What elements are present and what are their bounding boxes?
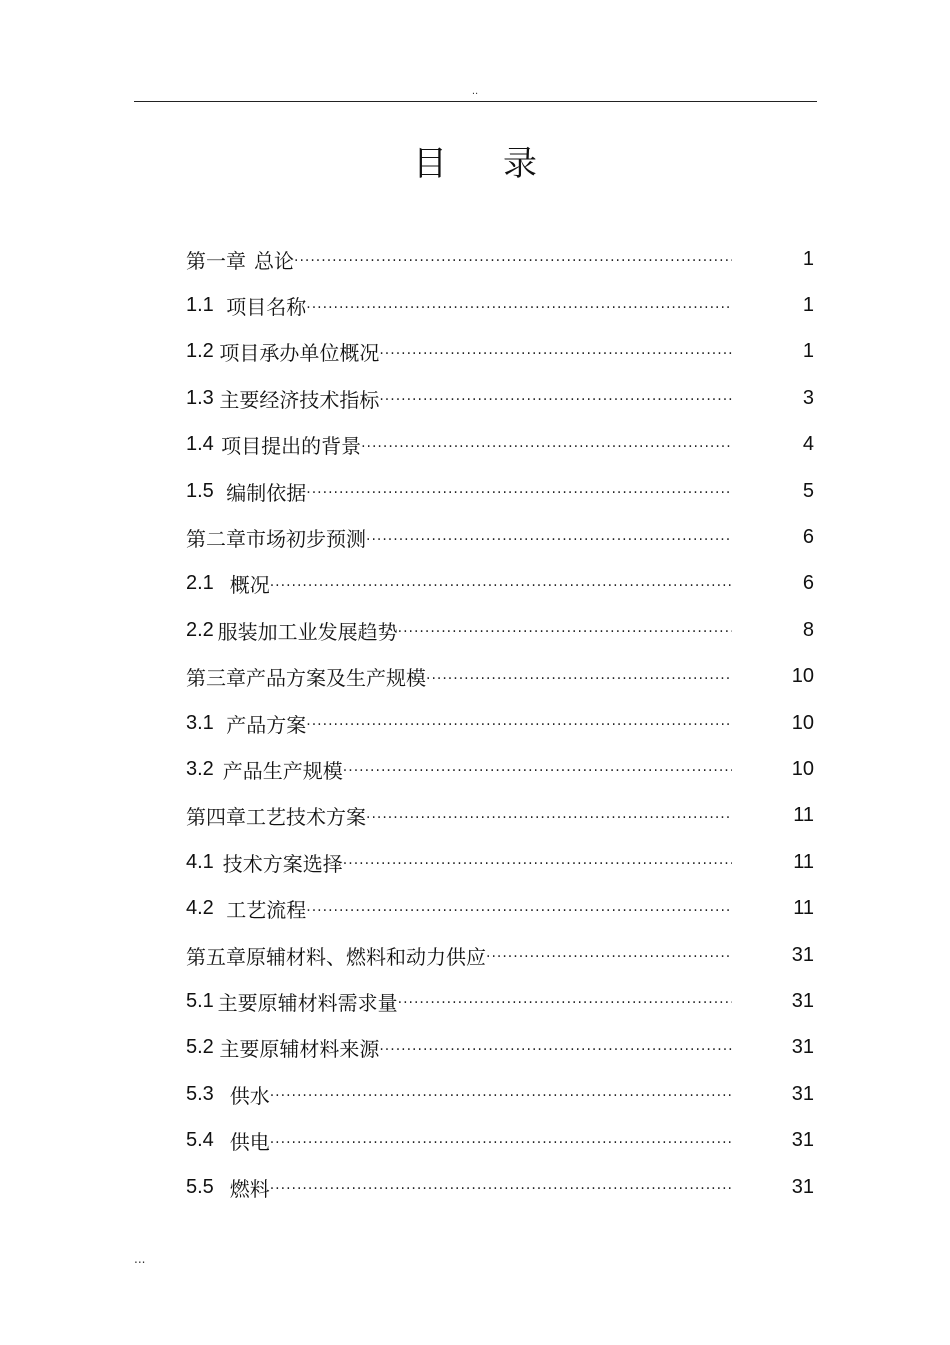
toc-entry-label: 总论	[254, 248, 294, 273]
toc-entry-page-number: 10	[791, 757, 814, 780]
toc-entry-number: 2.2	[186, 618, 214, 641]
toc-entry-label: 市场初步预测	[246, 527, 366, 552]
header-divider	[134, 101, 817, 102]
toc-entry-page-number: 1	[802, 247, 814, 270]
toc-entry-number: 1.1	[186, 294, 214, 317]
toc-entry-number: 第五章	[186, 946, 246, 969]
toc-entry-label: 燃料	[229, 1176, 270, 1201]
toc-entry-page-number: 11	[793, 897, 814, 920]
toc-entry-page-number: 6	[802, 526, 814, 549]
toc-section-entry[interactable]	[186, 1164, 814, 1210]
toc-entry-number: 5.5	[186, 1175, 214, 1198]
toc-entry-page-number: 1	[802, 340, 814, 363]
toc-dot-leader	[343, 854, 732, 874]
toc-dot-leader	[379, 1040, 732, 1060]
toc-entry-number: 3.1	[186, 711, 214, 734]
toc-dot-leader	[486, 947, 732, 967]
toc-entry-page-number: 31	[791, 1129, 814, 1152]
toc-dot-leader	[379, 390, 732, 410]
toc-entry-page-number: 4	[802, 433, 814, 456]
toc-entry-label: 主要经济技术指标	[219, 387, 380, 412]
toc-entry-label: 技术方案选择	[222, 851, 343, 876]
header-mark: ..	[471, 86, 479, 97]
toc-entry-number: 第三章	[186, 668, 246, 691]
toc-dot-leader	[343, 761, 732, 781]
toc-section-entry[interactable]	[186, 1117, 814, 1163]
table-of-contents	[186, 236, 814, 1210]
toc-dot-leader	[361, 437, 732, 457]
toc-dot-leader	[426, 669, 732, 689]
toc-section-entry[interactable]	[186, 1071, 814, 1117]
toc-entry-label: 产品方案及生产规模	[246, 666, 426, 691]
toc-entry-number: 1.5	[186, 479, 214, 502]
toc-dot-leader	[366, 808, 732, 828]
toc-entry-label: 编制依据	[226, 480, 307, 505]
toc-entry-number: 5.3	[186, 1082, 214, 1105]
toc-section-entry[interactable]	[186, 329, 814, 375]
toc-entry-label: 主要原辅材料需求量	[217, 990, 398, 1015]
toc-entry-label: 产品生产规模	[222, 758, 343, 783]
toc-entry-label: 概况	[229, 573, 270, 598]
toc-dot-leader	[270, 1086, 732, 1106]
toc-dot-leader	[306, 901, 732, 921]
toc-entry-number: 3.2	[186, 757, 214, 780]
toc-dot-leader	[398, 622, 732, 642]
toc-section-entry[interactable]	[186, 561, 814, 607]
page-title: 目录	[413, 144, 593, 184]
toc-dot-leader	[398, 993, 732, 1013]
toc-entry-label: 产品方案	[226, 712, 307, 737]
toc-dot-leader	[270, 1133, 732, 1153]
toc-entry-label: 供电	[229, 1130, 270, 1155]
toc-chapter-entry[interactable]	[186, 654, 814, 700]
toc-entry-number: 4.2	[186, 897, 214, 920]
toc-dot-leader	[294, 251, 732, 271]
toc-chapter-entry[interactable]	[186, 236, 814, 282]
toc-entry-number: 1.2	[186, 340, 214, 363]
toc-entry-label: 服装加工业发展趋势	[217, 619, 398, 644]
toc-dot-leader	[270, 576, 732, 596]
toc-entry-label: 主要原辅材料来源	[219, 1037, 380, 1062]
toc-dot-leader	[306, 715, 732, 735]
toc-dot-leader	[366, 530, 732, 550]
toc-section-entry[interactable]	[186, 978, 814, 1024]
toc-entry-page-number: 31	[791, 1175, 814, 1198]
toc-entry-number: 4.1	[186, 850, 214, 873]
toc-entry-label: 项目提出的背景	[221, 434, 362, 459]
toc-entry-number: 5.1	[186, 989, 214, 1012]
toc-section-entry[interactable]	[186, 422, 814, 468]
toc-entry-page-number: 31	[791, 1082, 814, 1105]
toc-entry-label: 工艺技术方案	[246, 805, 366, 830]
toc-entry-page-number: 10	[791, 665, 814, 688]
toc-entry-label: 项目名称	[226, 295, 307, 320]
toc-entry-page-number: 31	[791, 943, 814, 966]
toc-entry-page-number: 1	[802, 294, 814, 317]
toc-entry-number: 5.2	[186, 1036, 214, 1059]
toc-entry-page-number: 11	[793, 850, 814, 873]
toc-chapter-entry[interactable]	[186, 793, 814, 839]
toc-chapter-entry[interactable]	[186, 514, 814, 560]
toc-entry-page-number: 3	[802, 386, 814, 409]
toc-entry-number: 2.1	[186, 572, 214, 595]
toc-entry-number: 1.4	[186, 433, 214, 456]
toc-dot-leader	[306, 483, 732, 503]
toc-dot-leader	[379, 344, 732, 364]
toc-entry-number: 5.4	[186, 1129, 214, 1152]
toc-entry-page-number: 8	[802, 618, 814, 641]
toc-section-entry[interactable]	[186, 839, 814, 885]
toc-section-entry[interactable]	[186, 607, 814, 653]
toc-entry-label: 工艺流程	[226, 898, 307, 923]
toc-entry-page-number: 10	[791, 711, 814, 734]
toc-entry-page-number: 6	[802, 572, 814, 595]
toc-section-entry[interactable]	[186, 746, 814, 792]
toc-entry-page-number: 31	[791, 1036, 814, 1059]
toc-section-entry[interactable]	[186, 375, 814, 421]
toc-entry-number: 1.3	[186, 386, 214, 409]
toc-entry-number: 第二章	[186, 529, 246, 552]
toc-section-entry[interactable]	[186, 282, 814, 328]
toc-entry-page-number: 5	[802, 479, 814, 502]
toc-section-entry[interactable]	[186, 468, 814, 514]
toc-chapter-entry[interactable]	[186, 932, 814, 978]
toc-entry-label: 原辅材料、燃料和动力供应	[246, 944, 486, 969]
toc-entry-label: 供水	[229, 1083, 270, 1108]
toc-section-entry[interactable]	[186, 700, 814, 746]
toc-section-entry[interactable]	[186, 885, 814, 931]
footer-mark: ...	[134, 1252, 146, 1266]
toc-entry-page-number: 11	[793, 804, 814, 827]
toc-dot-leader	[306, 298, 732, 318]
toc-entry-label: 项目承办单位概况	[219, 341, 380, 366]
toc-section-entry[interactable]	[186, 1025, 814, 1071]
toc-entry-number: 第四章	[186, 807, 246, 830]
toc-entry-number: 第一章	[186, 250, 246, 273]
toc-dot-leader	[270, 1179, 732, 1199]
toc-entry-page-number: 31	[791, 989, 814, 1012]
